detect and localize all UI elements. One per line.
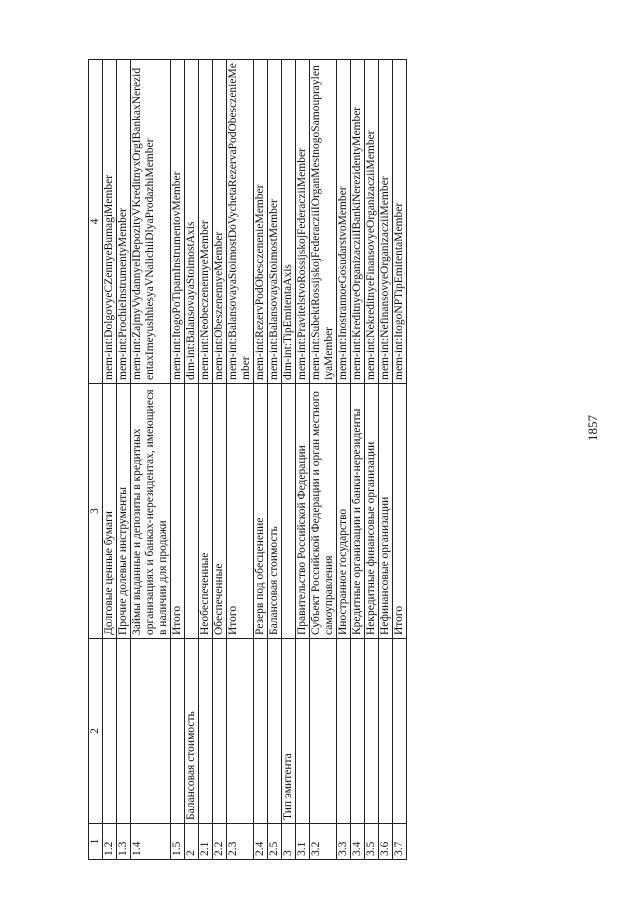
code-cell: mem-int:BalansovayaStoimostDoVychetaRezervaPodObesczenieMember (227, 60, 254, 384)
row-number-cell: 1.5 (171, 824, 185, 860)
description-cell: Итого (227, 384, 254, 639)
row-number-cell: 1.4 (131, 824, 171, 860)
description-cell: Некредитные финансовые организации (365, 384, 379, 639)
group-cell: Балансовая стоимость (185, 639, 199, 824)
description-cell: Итого (393, 384, 407, 639)
table-row (268, 60, 282, 860)
code-cell: mem-int:ObeszenennyeMember (213, 60, 227, 384)
table-row (351, 60, 365, 860)
code-cell: mem-int:ZajmyVydannyeIDepozityVKreditnyxOrgIBankaxNerezidentaxImeyushhiesyaVNalichiiDlyaProdazhiMember (131, 60, 171, 384)
description-cell: Долговые ценные бумаги (103, 384, 117, 639)
group-cell (310, 639, 337, 824)
code-cell: mem-int:RezervPodObesczenenieMember (254, 60, 268, 384)
row-number-cell: 2.1 (199, 824, 213, 860)
header-cell: 4 (89, 60, 103, 384)
group-cell (254, 639, 268, 824)
code-cell: mem-int:NekreditnyeFinansovyeOrganizacziiMember (365, 60, 379, 384)
description-cell: Иностранное государство (337, 384, 351, 639)
group-cell (131, 639, 171, 824)
code-cell: dim-int:BalansovayaStoimostAxis (185, 60, 199, 384)
table-row (213, 60, 227, 860)
group-cell (213, 639, 227, 824)
description-cell (282, 384, 296, 639)
group-cell (171, 639, 185, 824)
row-number-cell: 2 (185, 824, 199, 860)
group-cell (199, 639, 213, 824)
code-cell: mem-int:NeobeczenennyeMember (199, 60, 213, 384)
description-cell: Прочие долевые инструменты (117, 384, 131, 639)
row-number-cell: 3.5 (365, 824, 379, 860)
code-cell: mem-int:PravitelstvoRossijskojFederacziiMember (296, 60, 310, 384)
description-cell: Балансовая стоимость (268, 384, 282, 639)
row-number-cell: 3.6 (379, 824, 393, 860)
row-number-cell: 3.7 (393, 824, 407, 860)
code-cell: mem-int:KreditnyeOrganizacziiIBankiNerezidentyMember (351, 60, 365, 384)
table-row (379, 60, 393, 860)
header-cell: 1 (89, 824, 103, 860)
row-number-cell: 1.3 (117, 824, 131, 860)
group-cell (117, 639, 131, 824)
description-cell: Нефинансовые организации (379, 384, 393, 639)
row-number-cell: 3.3 (337, 824, 351, 860)
row-number-cell: 2.2 (213, 824, 227, 860)
description-cell: Обеспеченные (213, 384, 227, 639)
header-cell: 3 (89, 384, 103, 639)
description-cell: Займы выданные и депозиты в кредитных организациях и банках-нерезидентах, имеющиеся в наличии для продажи (131, 384, 171, 639)
table-row (199, 60, 213, 860)
row-number-cell: 2.5 (268, 824, 282, 860)
group-cell (379, 639, 393, 824)
description-cell: Итого (171, 384, 185, 639)
row-number-cell: 3.1 (296, 824, 310, 860)
table-header-row (89, 60, 103, 860)
row-number-cell: 3 (282, 824, 296, 860)
row-number-cell: 1.2 (103, 824, 117, 860)
table-row (393, 60, 407, 860)
table-row (254, 60, 268, 860)
code-cell: mem-int:DolgovyeCZennyeBumagiMember (103, 60, 117, 384)
table-row (185, 60, 199, 860)
table-row (337, 60, 351, 860)
table-row (131, 60, 171, 860)
row-number-cell: 3.2 (310, 824, 337, 860)
group-cell (337, 639, 351, 824)
group-cell: Тип эмитента (282, 639, 296, 824)
code-cell: mem-int:InostrannoeGosudarstvoMember (337, 60, 351, 384)
group-cell (365, 639, 379, 824)
description-cell: Резерв под обесценение (254, 384, 268, 639)
description-cell: Необеспеченные (199, 384, 213, 639)
table-row (310, 60, 337, 860)
table-row (282, 60, 296, 860)
group-cell (351, 639, 365, 824)
group-cell (103, 639, 117, 824)
table-row (227, 60, 254, 860)
description-cell: Правительство Российской Федерации (296, 384, 310, 639)
group-cell (268, 639, 282, 824)
description-cell: Кредитные организации и банки-нерезиденты (351, 384, 365, 639)
table-row (296, 60, 310, 860)
header-cell: 2 (89, 639, 103, 824)
page-number: 1857 (585, 415, 600, 441)
row-number-cell: 2.4 (254, 824, 268, 860)
description-cell (185, 384, 199, 639)
code-cell: mem-int:ItogoNPTipEmitentaMember (393, 60, 407, 384)
row-number-cell: 3.4 (351, 824, 365, 860)
row-number-cell: 2.3 (227, 824, 254, 860)
code-cell: mem-int:ProchieInstrumentyMember (117, 60, 131, 384)
code-cell: mem-int:BalansovayaStoimostMember (268, 60, 282, 384)
table-row (171, 60, 185, 860)
code-cell: dim-int:TipEmitentaAxis (282, 60, 296, 384)
code-cell: mem-int:NefinansovyeOrganizacziiMember (379, 60, 393, 384)
table-row (117, 60, 131, 860)
group-cell (296, 639, 310, 824)
code-cell: mem-int:ItogoPoTipamInstrumentovMember (171, 60, 185, 384)
rotated-table-wrapper (88, 60, 407, 860)
group-cell (227, 639, 254, 824)
table-row (103, 60, 117, 860)
table-row (365, 60, 379, 860)
group-cell (393, 639, 407, 824)
taxonomy-table (88, 59, 407, 860)
description-cell: Субъект Российской Федерации и орган местного самоуправления (310, 384, 337, 639)
code-cell: mem-int:SubektRossijskojFederacziiIOrganMestnogoSamouprayleniyaMember (310, 60, 337, 384)
